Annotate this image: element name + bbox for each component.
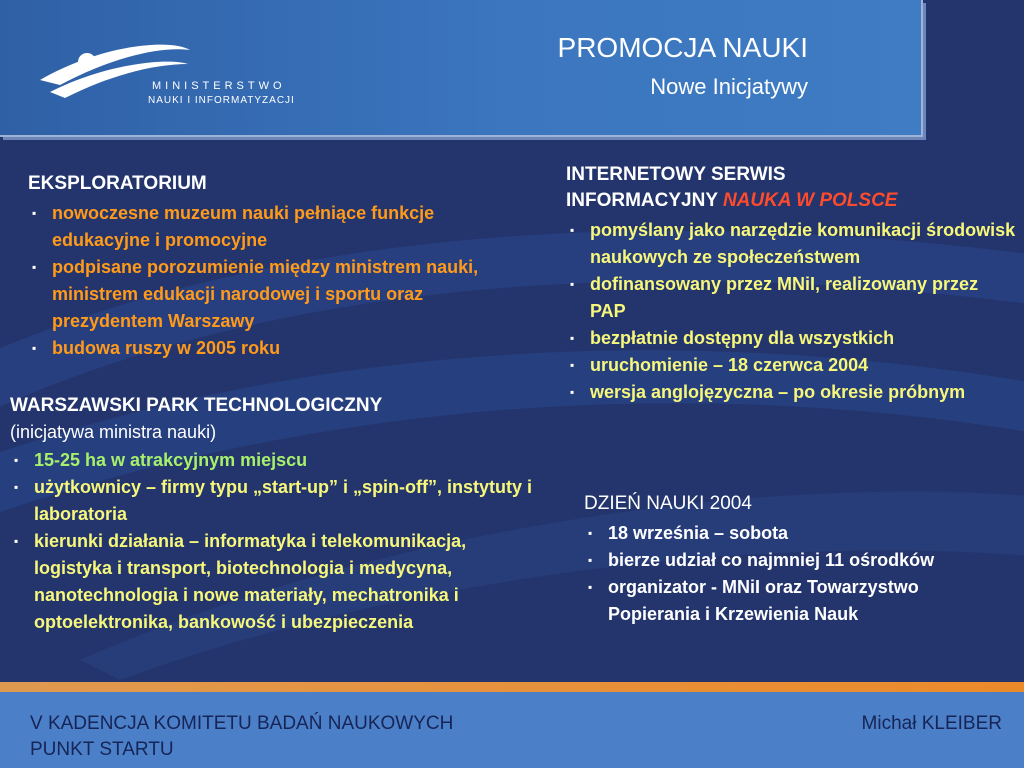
slide-footer: [0, 692, 1024, 768]
list-item: ▪ pomyślany jako narzędzie komunikacji środowisk naukowych ze społeczeństwem: [566, 217, 1018, 271]
highlight-text: NAUKA W POLSCE: [722, 190, 898, 211]
footer-line2: PUNKT STARTU: [30, 739, 174, 760]
bullet-list: [28, 200, 548, 362]
footer-divider: [0, 682, 1024, 692]
slide-title: PROMOCJA NAUKI: [557, 32, 808, 63]
dzien-nauki-section: [584, 491, 1014, 628]
bullet-icon: ▪: [570, 331, 575, 345]
list-item: ▪ użytkownicy – firmy typu „start-up” i „spin-off”, instytuty i laboratoria: [10, 474, 560, 528]
eksploratorium-section: [28, 171, 548, 362]
bullet-icon: ▪: [14, 453, 19, 467]
list-item: ▪ bezpłatnie dostępny dla wszystkich: [566, 325, 1018, 352]
bullet-icon: ▪: [32, 260, 37, 274]
bullet-icon: ▪: [570, 358, 575, 372]
list-item: ▪ bierze udział co najmniej 11 ośrodków: [584, 547, 938, 574]
section-heading: EKSPLORATORIUM: [28, 173, 207, 194]
list-item: ▪ budowa ruszy w 2005 roku: [28, 335, 548, 362]
bullet-icon: ▪: [570, 277, 575, 291]
list-item: ▪ kierunki działania – informatyka i telekomunikacja, logistyka i transport, biotechnologia i medycyna, nanotechnologia i nowe materiały, mechatronika i optoelektronika, bankowość i ubezpieczenia: [10, 528, 544, 636]
bullet-icon: ▪: [32, 341, 37, 355]
list-item: ▪ dofinansowany przez MNiI, realizowany przez PAP: [566, 271, 1018, 325]
bullet-list: [566, 217, 1018, 406]
logo-line2: NAUKI I INFORMATYZACJI: [148, 95, 295, 106]
section-subheading: (inicjatywa ministra nauki): [10, 422, 217, 442]
bullet-icon: ▪: [32, 206, 37, 220]
bullet-icon: ▪: [588, 526, 593, 540]
footer-line1: V KADENCJA KOMITETU BADAŃ NAUKOWYCH: [30, 713, 454, 734]
bullet-icon: ▪: [14, 534, 19, 548]
list-item: ▪ podpisane porozumienie między ministrem nauki, ministrem edukacji narodowej i sportu oraz prezydentem Warszawy: [28, 254, 522, 335]
logo-line1: MINISTERSTWO: [152, 80, 286, 92]
bullet-icon: ▪: [570, 223, 575, 237]
bullet-icon: ▪: [588, 553, 593, 567]
list-item: ▪ organizator - MNiI oraz Towarzystwo Popierania i Krzewienia Nauk: [584, 574, 1014, 628]
list-item: ▪ uruchomienie – 18 czerwca 2004: [566, 352, 1018, 379]
bullet-icon: ▪: [570, 385, 575, 399]
list-item: ▪ 15-25 ha w atrakcyjnym miejscu: [10, 447, 560, 474]
bullet-list: [10, 447, 560, 636]
slide-subtitle: Nowe Inicjatywy: [650, 74, 808, 99]
section-heading: WARSZAWSKI PARK TECHNOLOGICZNY: [10, 395, 383, 416]
section-heading: DZIEŃ NAUKI 2004: [584, 493, 752, 514]
bullet-list: [584, 520, 1014, 628]
list-item: ▪ 18 września – sobota: [584, 520, 1014, 547]
list-item: ▪ nowoczesne muzeum nauki pełniące funkcje edukacyjne i promocyjne: [28, 200, 452, 254]
footer-author: Michał KLEIBER: [861, 713, 1002, 734]
bullet-icon: ▪: [14, 480, 19, 494]
list-item: ▪ wersja anglojęzyczna – po okresie próbnym: [566, 379, 1018, 406]
park-technologiczny-section: [10, 393, 560, 636]
slide-header: [0, 0, 923, 137]
serwis-informacyjny-section: [566, 162, 1018, 406]
bullet-icon: ▪: [588, 580, 593, 594]
section-heading: INTERNETOWY SERWIS INFORMACYJNY NAUKA W POLSCE: [566, 164, 898, 211]
